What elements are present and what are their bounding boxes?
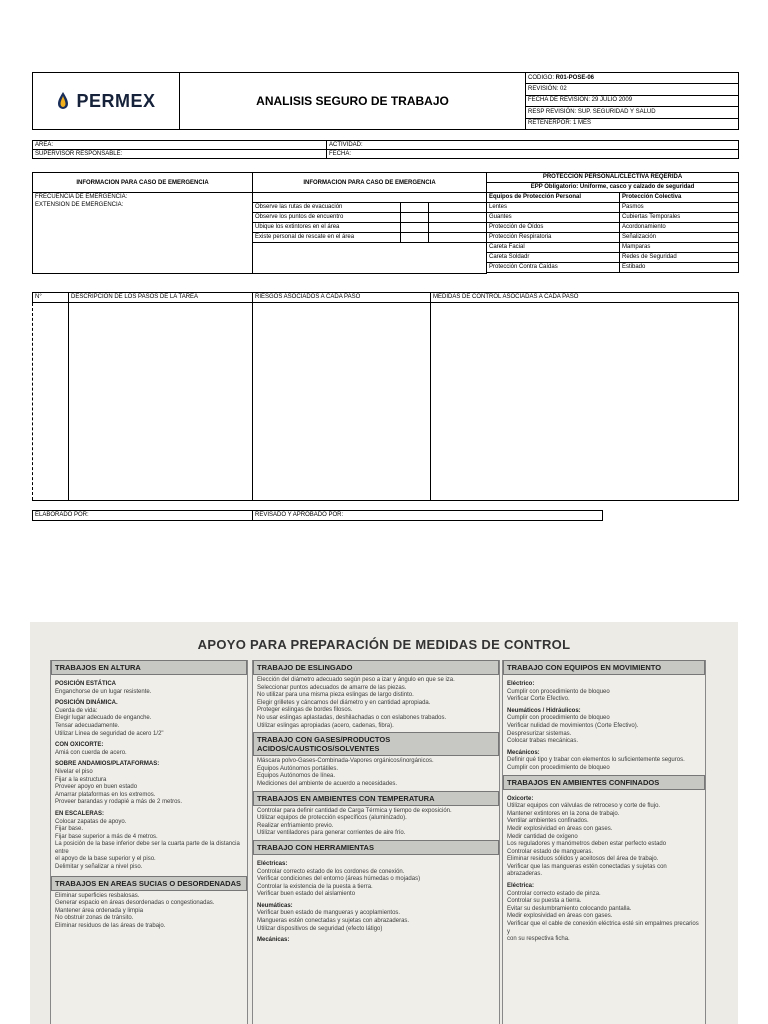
section-heading: TRABAJOS EN AREAS SUCIAS O DESORDENADAS: [51, 876, 247, 891]
check-rescue-personnel: Existe personal de rescate en el área: [253, 233, 401, 243]
subheading: CON OXICORTE:: [55, 742, 104, 749]
measure-item: Tensar adecuadamente.: [55, 722, 120, 729]
emergency-ppe-table: [32, 172, 739, 274]
subheading: Mecánicas:: [257, 937, 290, 944]
ppe-collective-item[interactable]: Acordonamiento: [620, 223, 739, 233]
steps-controls-area[interactable]: [431, 303, 739, 501]
document-title: ANALISIS SEGURO DE TRABAJO: [256, 94, 449, 108]
meta-revision-date: FECHA DE REVISIÓN: 29 JULIO 2009: [526, 95, 739, 106]
ppe-personal-item[interactable]: Protección Respiratoria: [487, 233, 620, 243]
section-body: [503, 675, 705, 775]
measure-item: Ventilar ambientes confinados.: [507, 818, 589, 825]
emergency-title-1: INFORMACION PARA CASO DE EMERGENCIA: [33, 173, 253, 193]
measure-item: Utilizar dispositivos de seguridad (efecto látigo): [257, 925, 383, 932]
control-measures-support-scan: [30, 622, 738, 1024]
section-heading: TRABAJO CON EQUIPOS EN MOVIMIENTO: [503, 660, 705, 675]
ppe-collective-item[interactable]: Señalización: [620, 233, 739, 243]
measure-item: Controlar estado de mangueras.: [507, 848, 594, 855]
measure-item: Medir cantidad de oxígeno: [507, 833, 578, 840]
subheading: EN ESCALERAS:: [55, 810, 105, 817]
subheading: Oxicorte:: [507, 795, 534, 802]
checkbox-no[interactable]: [429, 213, 487, 223]
measure-item: Verificar condiciones del entorno (áreas húmedas o mojadas): [257, 876, 421, 883]
measure-item: Controlar correcto estado de los cordones de conexión.: [257, 868, 405, 875]
measure-item: Seleccionar puntos adecuados de amarre de las piezas.: [257, 684, 407, 691]
measure-item: Eliminar residuos de las áreas de trabajo.: [55, 923, 166, 930]
measure-item: Máscara polvo-Gases-Combinada-Vapores orgánicos/inorgánicos.: [257, 758, 434, 765]
measure-item: Nivelar el piso: [55, 768, 93, 775]
measure-item: Utilizar ventiladores para generar corrientes de aire frío.: [257, 830, 406, 837]
extension-label: EXTENSION DE EMERGENCIA:: [35, 202, 124, 208]
measure-item: Verificar nulidad de movimientos (Corte Efectivo).: [507, 722, 639, 729]
measure-item: Controlar la existencia de la puesta a tierra.: [257, 883, 373, 890]
elaborado-field[interactable]: ELABORADO POR:: [33, 511, 253, 521]
document-title-cell: [180, 73, 526, 130]
checkbox-yes[interactable]: [401, 223, 429, 233]
subheading: Eléctrico:: [507, 681, 535, 687]
ppe-collective-item[interactable]: Pasmos: [620, 203, 739, 213]
measure-item: Cumplir con procedimiento de bloqueo: [507, 764, 610, 771]
ppe-personal-item[interactable]: Guantes: [487, 213, 620, 223]
section-heading: TRABAJOS EN ALTURA: [51, 660, 247, 675]
measure-item: Cumplir con procedimiento de bloqueo: [507, 715, 610, 722]
measure-item: Controlar para definir cantidad de Carga Térmica y tiempo de exposición.: [257, 807, 452, 814]
ppe-personal-item[interactable]: Careta Soldadr: [487, 253, 620, 263]
measure-item: Evitar su deslumbramiento colocando pantalla.: [507, 905, 632, 912]
meta-revision: REVISIÓN: 02: [526, 84, 739, 95]
ppe-col-collective: Protección Colectiva: [620, 193, 739, 203]
section-heading: TRABAJO DE ESLINGADO: [253, 660, 499, 675]
measure-item: Utilizar equipos con válvulas de retroceso y corte de flujo.: [507, 803, 661, 810]
measure-item: Verificar buen estado del aislamiento: [257, 891, 356, 898]
meta-code: CODIGO: R01-POSE-06: [526, 73, 739, 84]
section-body: [253, 855, 499, 947]
measure-item: Eliminar superficies resbalosas.: [55, 892, 140, 899]
measure-item: Elección del diámetro adecuado según peso a izar y ángulo en que se iza.: [257, 677, 455, 683]
ppe-collective-item[interactable]: Redes de Seguridad: [620, 253, 739, 263]
checkbox-yes[interactable]: [401, 233, 429, 243]
measure-item: Equipos Autónomos portátiles.: [257, 765, 339, 772]
measure-item: Fijar a la estructura: [55, 776, 107, 783]
measure-item: Medir explosividad en áreas con gases.: [507, 825, 613, 832]
scan-column-3: [502, 660, 706, 1024]
ppe-col-personal: Equipos de Protección Personal: [487, 193, 620, 203]
measure-item: Mediciones del ambiente de acuerdo a necesidades.: [257, 780, 398, 787]
section-body: [253, 675, 499, 732]
subheading: Mecánicos:: [507, 749, 540, 756]
ppe-personal-item[interactable]: Protección de Oídos: [487, 223, 620, 233]
check-extinguishers: Ubique los extintores en el área: [253, 223, 401, 233]
measure-item: Elegir grilletes y cáncamos del diámetro y en cantidad apropiada.: [257, 699, 431, 706]
col-task-description: DESCRIPCION DE LOS PASOS DE LA TAREA: [69, 293, 253, 303]
measure-item: Definir qué tipo y trabar con elementos lo suficientemente seguros.: [507, 757, 685, 764]
document-header: [32, 72, 739, 130]
measure-item: Cumplir con procedimiento de bloqueo: [507, 688, 610, 695]
measure-item: Verificar Corte Efectivo.: [507, 696, 570, 703]
permex-drop-icon: [56, 91, 70, 111]
meta-revision-owner: RESP REVISIÓN: SUP. SEGURIDAD Y SALUD: [526, 107, 739, 118]
subheading: POSICIÓN ESTÁTICA: [55, 681, 117, 687]
section-heading: TRABAJO CON GASES/PRODUCTOS ACIDOS/CAUSTICOS/SOLVENTES: [253, 732, 499, 756]
measure-item: Verificar buen estado de mangueras y acoplamientos.: [257, 910, 401, 917]
logo-cell: [33, 73, 180, 130]
measure-item: Mangueras estén conectadas y sujetas con abrazaderas.: [257, 918, 410, 925]
measure-item: Generar espacio en áreas desordenadas o congestionadas.: [55, 900, 215, 907]
measure-item: Los reguladores y manómetros deben estar perfecto estado: [507, 841, 667, 848]
ppe-collective-item[interactable]: Mamparas: [620, 243, 739, 253]
measure-item: Amarrar plataformas en los extremos.: [55, 791, 156, 798]
document-meta: [526, 73, 739, 129]
subheading: SOBRE ANDAMIOS/PLATAFORMAS:: [55, 761, 160, 768]
col-control-measures: MEDIDAS DE CONTROL ASOCIADAS A CADA PASO: [431, 293, 739, 303]
subheading: POSICIÓN DINÁMICA.: [55, 700, 118, 707]
measure-item: Realizar enfriamiento previo.: [257, 822, 334, 829]
measure-item: el apoyo de la base superior y el piso.: [55, 856, 156, 863]
steps-risks-area[interactable]: [253, 303, 431, 501]
scan-column-1: [50, 660, 248, 1024]
measure-item: No usar eslingas aplastadas, deshilachadas o con eslabones trabados.: [257, 714, 447, 721]
measure-item: Colocar trabas mecánicas.: [507, 738, 579, 745]
measure-item: Controlar correcto estado de pinza.: [507, 890, 601, 897]
measure-item: Utilizar eslingas apropiadas (acero, cadenas, fibra).: [257, 722, 394, 729]
ppe-title: PROTECCION PERSONAL/CLECTIVA REQERIDA: [487, 173, 739, 183]
section-heading: TRABAJOS EN AMBIENTES CONFINADOS: [503, 775, 705, 790]
measure-item: Mantener área ordenada y limpia: [55, 907, 144, 914]
steps-number-area[interactable]: [33, 303, 69, 501]
checkbox-no[interactable]: [429, 203, 487, 213]
measure-item: Elegir lugar adecuado de enganche.: [55, 715, 152, 722]
measure-item: Utilizar Línea de seguridad de acero 1/2": [55, 730, 164, 737]
checkbox-yes[interactable]: [401, 203, 429, 213]
measure-item: Delimitar y señalizar a nivel piso.: [55, 864, 143, 871]
ppe-personal-item[interactable]: Protección Contra Caídas: [487, 263, 620, 273]
scan-column-2: [252, 660, 500, 1024]
col-risks: RIESGOS ASOCIADOS A CADA PASO: [253, 293, 431, 303]
revisado-field[interactable]: REVISADO Y APROBADO POR:: [253, 511, 603, 521]
checkbox-no[interactable]: [429, 223, 487, 233]
section-heading: TRABAJOS EN AMBIENTES CON TEMPERATURA: [253, 791, 499, 806]
section-body: [51, 891, 247, 933]
actividad-field[interactable]: ACTIVIDAD:: [327, 141, 739, 150]
section-body: [253, 806, 499, 840]
measure-item: Amiá con cuerda de acero.: [55, 749, 127, 756]
col-number: N°: [33, 293, 69, 303]
section-heading: TRABAJO CON HERRAMIENTAS: [253, 840, 499, 855]
measure-item: Fijar base.: [55, 826, 84, 833]
measure-item: No obstruir zonas de tránsito.: [55, 915, 134, 922]
check-meeting-points: Observe los puntos de encuentro: [253, 213, 401, 223]
subheading: Neumáticas:: [257, 902, 293, 909]
fecha-field[interactable]: FECHA:: [327, 150, 739, 159]
section-body: [253, 756, 499, 790]
meta-retention: RETENERPOR: 1 MES: [528, 120, 592, 127]
measure-item: La posición de la base inferior debe ser la cuarta parte de la distancia entre: [55, 841, 240, 855]
brand-name: PERMEX: [76, 90, 156, 111]
subheading: Eléctricas:: [257, 860, 288, 867]
measure-item: Equipos Autónomos de línea.: [257, 773, 336, 780]
ppe-subtitle: EPP Obligatorio: Uniforme, casco y calzado de seguridad: [487, 183, 739, 193]
scan-title: APOYO PARA PREPARACIÓN DE MEDIDAS DE CONTROL: [197, 637, 571, 652]
ppe-collective-item[interactable]: Estibado: [620, 263, 739, 273]
measure-item: Despresurizar sistemas.: [507, 730, 572, 737]
measure-item: Mantener extintores en la zona de trabajo.: [507, 810, 620, 817]
frecuencia-label: FRECUENCIA DE EMERGENCIA:: [35, 194, 128, 200]
measure-item: Fijar base superior a más de 4 metros.: [55, 833, 158, 840]
signoff-table: [32, 510, 603, 521]
measure-item: Medir explosividad en áreas con gases.: [507, 913, 613, 920]
measure-item: con su respectiva ficha.: [507, 936, 570, 943]
steps-description-area[interactable]: [69, 303, 253, 501]
measure-item: Verificar que las mangueras estén conectadas y sujetas con abrazaderas.: [507, 863, 667, 878]
measure-item: Utilizar equipos de protección específicos (aluminizado).: [257, 815, 407, 822]
subheading: Neumáticos / Hidráulicos:: [507, 707, 581, 714]
measure-item: Verificar que el cable de conexión eléctrica esté sin empalmes precarios y: [507, 921, 699, 935]
check-evacuation-routes: Observe las rutas de evacuación: [253, 203, 401, 213]
measure-item: Cuerda de vida:: [55, 707, 98, 714]
measure-item: Proveer barandas y rodapié a más de 2 metros.: [55, 799, 183, 806]
measure-item: Eliminar residuos sólidos y aceitosos del área de trabajo.: [507, 856, 659, 863]
supervisor-field[interactable]: SUPERVISOR RESPONSABLE:: [33, 150, 327, 159]
section-body: [51, 675, 247, 874]
ppe-personal-item[interactable]: Lentes: [487, 203, 620, 213]
subheading: Eléctrica:: [507, 883, 535, 890]
info-table: [32, 140, 739, 159]
section-body: [503, 790, 705, 946]
measure-item: Proteger eslingas de bordes filosos.: [257, 707, 353, 714]
checkbox-no[interactable]: [429, 233, 487, 243]
measure-item: Controlar su puesta a tierra.: [507, 898, 582, 905]
checkbox-yes[interactable]: [401, 213, 429, 223]
emergency-frequency-cell: [33, 193, 253, 274]
measure-item: Proveer apoyo en buen estado: [55, 784, 138, 791]
task-steps-table: [32, 292, 739, 501]
measure-item: Enganchorse de un lugar resistente.: [55, 688, 152, 695]
ppe-personal-item[interactable]: Careta Facial: [487, 243, 620, 253]
measure-item: Colocar zapatas de apoyo.: [55, 818, 127, 825]
area-field[interactable]: AREA:: [33, 141, 327, 150]
measure-item: No utilizar para una misma pieza eslingas de largo distinto.: [257, 692, 414, 699]
ppe-collective-item[interactable]: Cubiertas Temporales: [620, 213, 739, 223]
emergency-title-2: INFORMACION PARA CASO DE EMERGENCIA: [253, 173, 487, 193]
